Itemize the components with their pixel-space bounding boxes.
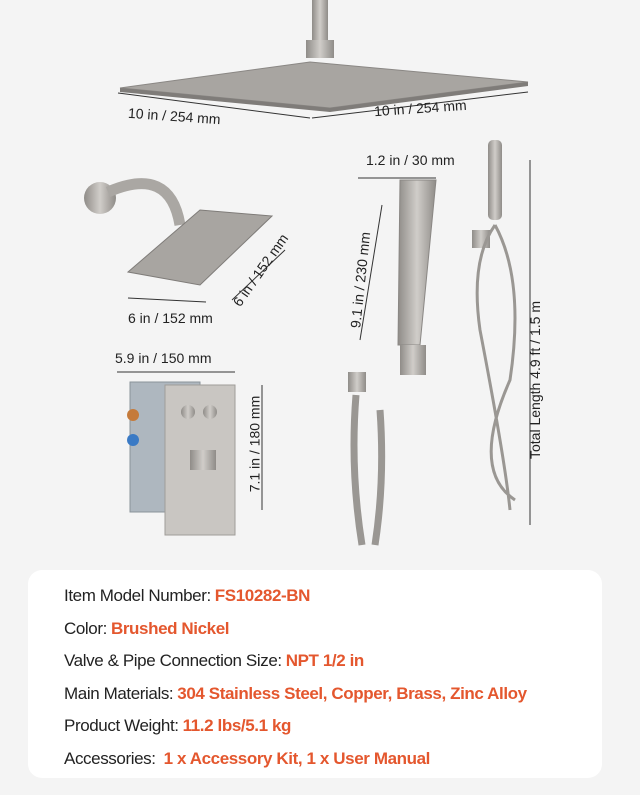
spec-value: Brushed Nickel [110,618,230,638]
spec-value: 11.2 lbs/5.1 kg [182,716,291,735]
overhead-width-label: 10 in / 254 mm [127,104,222,128]
spec-label: Product Weight: [64,716,179,735]
spec-weight [64,710,602,743]
spec-label: Valve & Pipe Connection Size: [64,651,282,670]
spec-label: Main Materials: [64,683,174,703]
spec-color [64,613,602,646]
spec-label: Item Model Number: [64,586,211,605]
overhead-depth-label: 10 in / 254 mm [373,96,468,120]
spec-connection [64,645,602,678]
valve-width-label: 5.9 in / 150 mm [115,350,212,366]
spec-value: 304 Stainless Steel, Copper, Brass, Zinc Alloy [177,683,527,703]
spec-value: 1 x Accessory Kit, 1 x User Manual [163,748,430,768]
handheld-length-label: 9.1 in / 230 mm [347,231,374,329]
spec-materials [64,678,602,711]
valve-height-label: 7.1 in / 180 mm [246,395,263,493]
overhead-rain-shower-head [118,0,528,118]
wall-head-width-label: 6 in / 152 mm [128,310,213,326]
spec-value: FS10282-BN [214,586,311,605]
spec-model [64,580,602,613]
handheld-with-hose [472,140,530,525]
spec-accessories [64,743,602,776]
wall-head-depth-label: 6 in / 152 mm [229,230,292,310]
hose-length-label: Total Length 4.9 ft / 1.5 m [527,301,543,459]
mixing-valve [117,372,262,535]
handheld-width-label: 1.2 in / 30 mm [366,152,455,168]
spec-label: Accessories: [64,748,156,768]
spec-label: Color: [64,618,107,638]
spec-value: NPT 1/2 in [285,651,364,670]
specs-card [28,570,602,778]
